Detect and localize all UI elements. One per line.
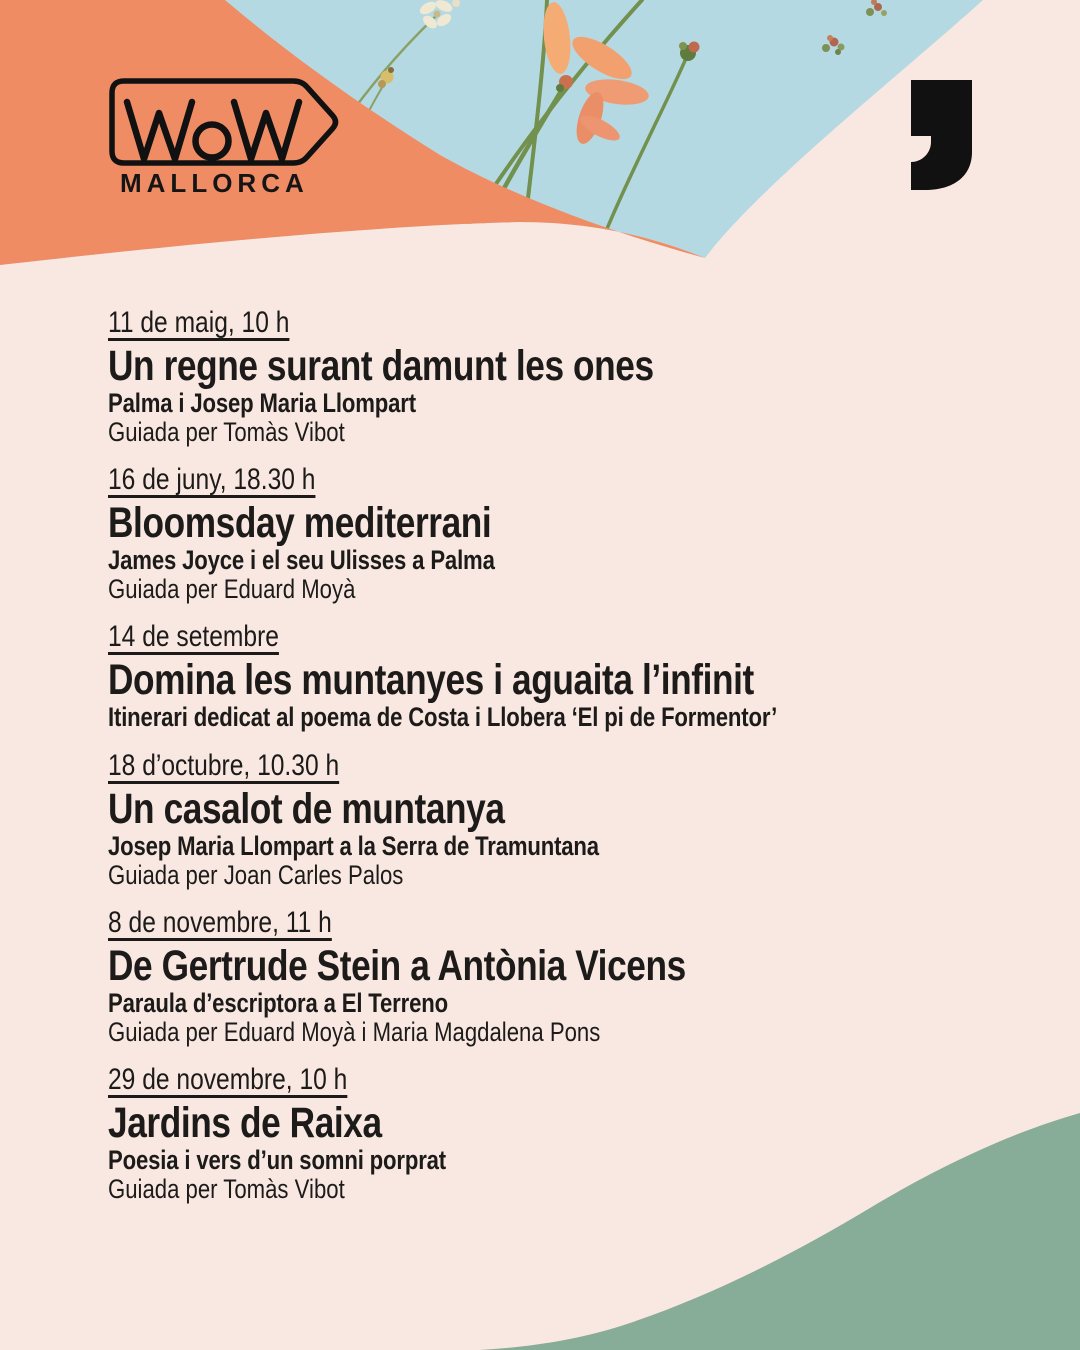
quote-comma-icon bbox=[911, 80, 972, 190]
event-guide: Guiada per Tomàs Vibot bbox=[108, 1174, 345, 1204]
event-title: De Gertrude Stein a Antònia Vicens bbox=[108, 942, 686, 990]
event-title: Bloomsday mediterrani bbox=[108, 499, 492, 547]
event-subtitle: Poesia i vers d’un somni porprat bbox=[108, 1145, 447, 1175]
event-guide: Guiada per Joan Carles Palos bbox=[108, 860, 404, 890]
event-date: 14 de setembre bbox=[108, 620, 279, 653]
event-title: Jardins de Raixa bbox=[108, 1099, 382, 1147]
event-guide: Guiada per Eduard Moyà i Maria Magdalena Pons bbox=[108, 1017, 601, 1047]
event-subtitle: Josep Maria Llompart a la Serra de Tramuntana bbox=[108, 831, 599, 861]
event-item bbox=[108, 620, 1028, 732]
event-title: Un casalot de muntanya bbox=[108, 785, 505, 833]
header-artwork bbox=[0, 0, 1080, 300]
event-date: 16 de juny, 18.30 h bbox=[108, 463, 316, 496]
event-title: Domina les muntanyes i aguaita l’infinit bbox=[108, 656, 754, 704]
event-date: 18 d’octubre, 10.30 h bbox=[108, 749, 340, 782]
event-date: 8 de novembre, 11 h bbox=[108, 906, 332, 939]
green-wave-shape bbox=[0, 1100, 1080, 1350]
events-list bbox=[108, 306, 1028, 1220]
event-item bbox=[108, 306, 1028, 446]
event-guide: Guiada per Tomàs Vibot bbox=[108, 417, 345, 447]
event-guide: Guiada per Eduard Moyà bbox=[108, 574, 356, 604]
event-item bbox=[108, 749, 1028, 889]
event-subtitle: Itinerari dedicat al poema de Costa i Llobera ‘El pi de Formentor’ bbox=[108, 702, 778, 732]
event-item bbox=[108, 906, 1028, 1046]
event-date: 11 de maig, 10 h bbox=[108, 306, 290, 339]
event-item bbox=[108, 463, 1028, 603]
event-subtitle: James Joyce i el seu Ulisses a Palma bbox=[108, 545, 495, 575]
event-subtitle: Paraula d’escriptora a El Terreno bbox=[108, 988, 448, 1018]
event-title: Un regne surant damunt les ones bbox=[108, 342, 654, 390]
brand-subtitle: MALLORCA bbox=[120, 168, 309, 198]
event-subtitle: Palma i Josep Maria Llompart bbox=[108, 388, 416, 418]
event-date: 29 de novembre, 10 h bbox=[108, 1063, 348, 1096]
